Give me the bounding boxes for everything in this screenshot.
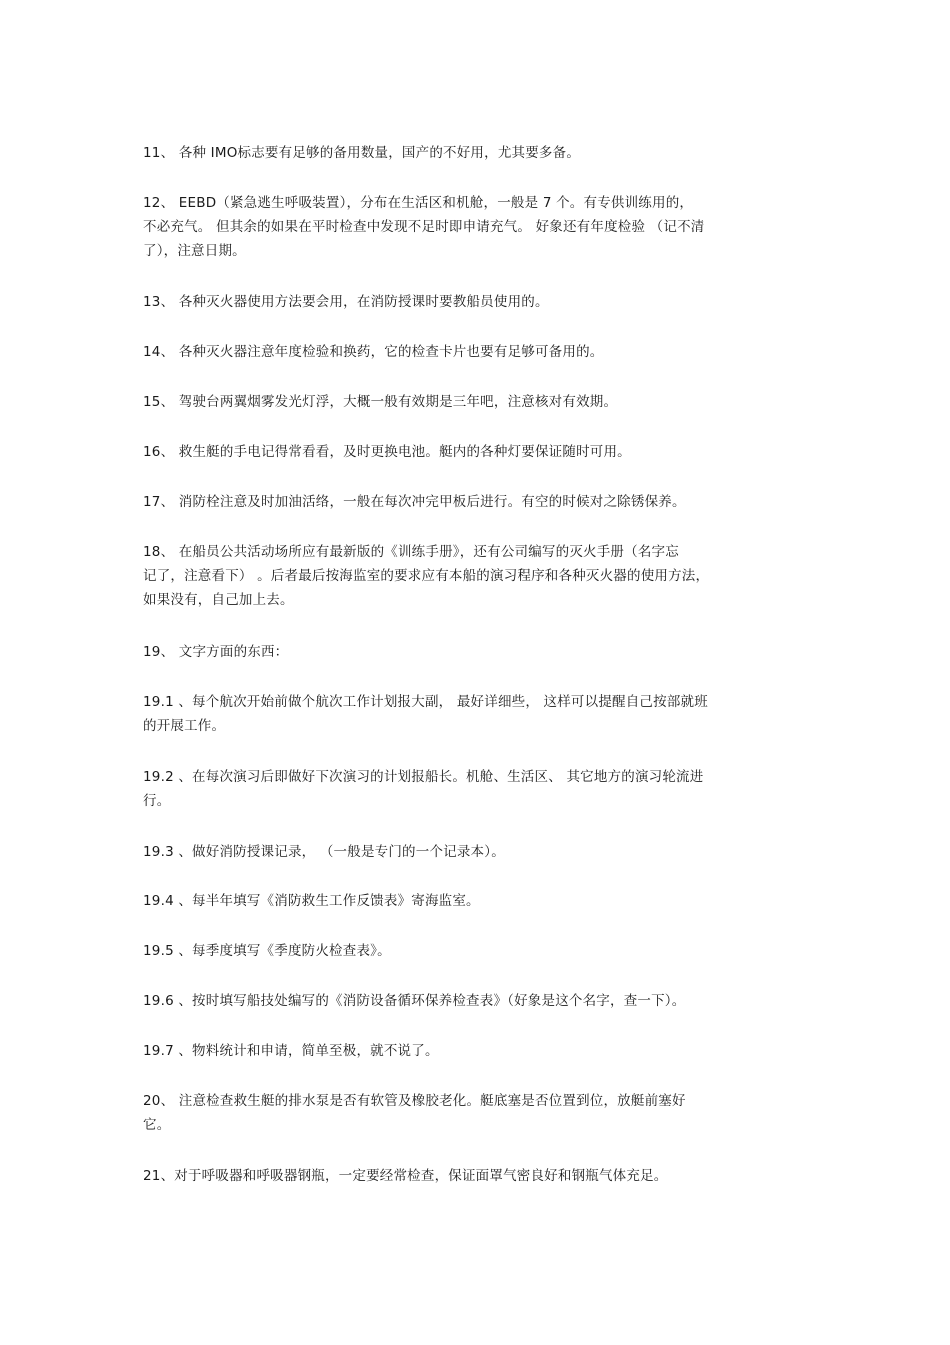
text-line: 16、 救生艇的手电记得常看看，及时更换电池。艇内的各种灯要保证随时可用。 [143, 444, 631, 460]
paragraph-19-2 [143, 765, 813, 813]
text-line: 19.3 、做好消防授课记录， （一般是专门的一个记录本）。 [143, 844, 505, 860]
paragraph-18 [143, 540, 813, 612]
paragraph-12 [143, 191, 813, 263]
text-line: 19.2 、在每次演习后即做好下次演习的计划报船长。机舱、生活区、 其它地方的演习轮流进 [143, 769, 704, 785]
paragraph-11 [143, 141, 813, 165]
text-line: 14、 各种灭火器注意年度检验和换药，它的检查卡片也要有足够可备用的。 [143, 344, 604, 360]
paragraph-19-3 [143, 840, 813, 864]
text-line: 20、 注意检查救生艇的排水泵是否有软管及橡胶老化。艇底塞是否位置到位，放艇前塞好 [143, 1093, 686, 1109]
paragraph-19-5 [143, 939, 813, 963]
paragraph-21 [143, 1164, 813, 1188]
paragraph-13 [143, 290, 813, 314]
paragraph-19-6 [143, 989, 813, 1013]
text-line: 的开展工作。 [143, 718, 226, 734]
text-line: 记了，注意看下） 。后者最后按海监室的要求应有本船的演习程序和各种灭火器的使用方法， [143, 568, 710, 584]
text-line: 了），注意日期。 [143, 243, 246, 259]
paragraph-19 [143, 640, 813, 664]
text-line: 19、 文字方面的东西： [143, 644, 289, 660]
text-line: 行。 [143, 793, 171, 809]
text-line: 19.5 、每季度填写《季度防火检查表》。 [143, 943, 391, 959]
text-line: 21、对于呼吸器和呼吸器钢瓶，一定要经常检查，保证面罩气密良好和钢瓶气体充足。 [143, 1168, 668, 1184]
paragraph-19-7 [143, 1039, 813, 1063]
paragraph-17 [143, 490, 813, 514]
text-line: 13、 各种灭火器使用方法要会用，在消防授课时要教船员使用的。 [143, 294, 549, 310]
text-line: 19.1 、每个航次开始前做个航次工作计划报大副， 最好详细些， 这样可以提醒自己按部就班 [143, 694, 708, 710]
text-line: 17、 消防栓注意及时加油活络，一般在每次冲完甲板后进行。有空的时候对之除锈保养。 [143, 494, 686, 510]
text-line: 19.6 、按时填写船技处编写的《消防设备循环保养检查表》（好象是这个名字，查一下）。 [143, 993, 686, 1009]
text-line: 15、 驾驶台两翼烟雾发光灯浮，大概一般有效期是三年吧，注意核对有效期。 [143, 394, 618, 410]
text-line: 它。 [143, 1117, 171, 1133]
paragraph-20 [143, 1089, 813, 1137]
text-line: 如果没有，自己加上去。 [143, 592, 294, 608]
text-line: 11、 各种 IMO标志要有足够的备用数量，国产的不好用，尤其要多备。 [143, 145, 581, 161]
paragraph-15 [143, 390, 813, 414]
text-line: 19.4 、每半年填写《消防救生工作反馈表》寄海监室。 [143, 893, 480, 909]
text-line: 12、 EEBD（紧急逃生呼吸装置），分布在生活区和机舱，一般是 7 个。有专供训练用的， [143, 195, 694, 211]
paragraph-19-1 [143, 690, 813, 738]
text-line: 不必充气。 但其余的如果在平时检查中发现不足时即申请充气。 好象还有年度检验 （记不清 [143, 219, 705, 235]
paragraph-19-4 [143, 889, 813, 913]
paragraph-14 [143, 340, 813, 364]
paragraph-16 [143, 440, 813, 464]
text-line: 18、 在船员公共活动场所应有最新版的《训练手册》，还有公司编写的灭火手册（名字忘 [143, 544, 679, 560]
text-line: 19.7 、物料统计和申请，简单至极，就不说了。 [143, 1043, 439, 1059]
